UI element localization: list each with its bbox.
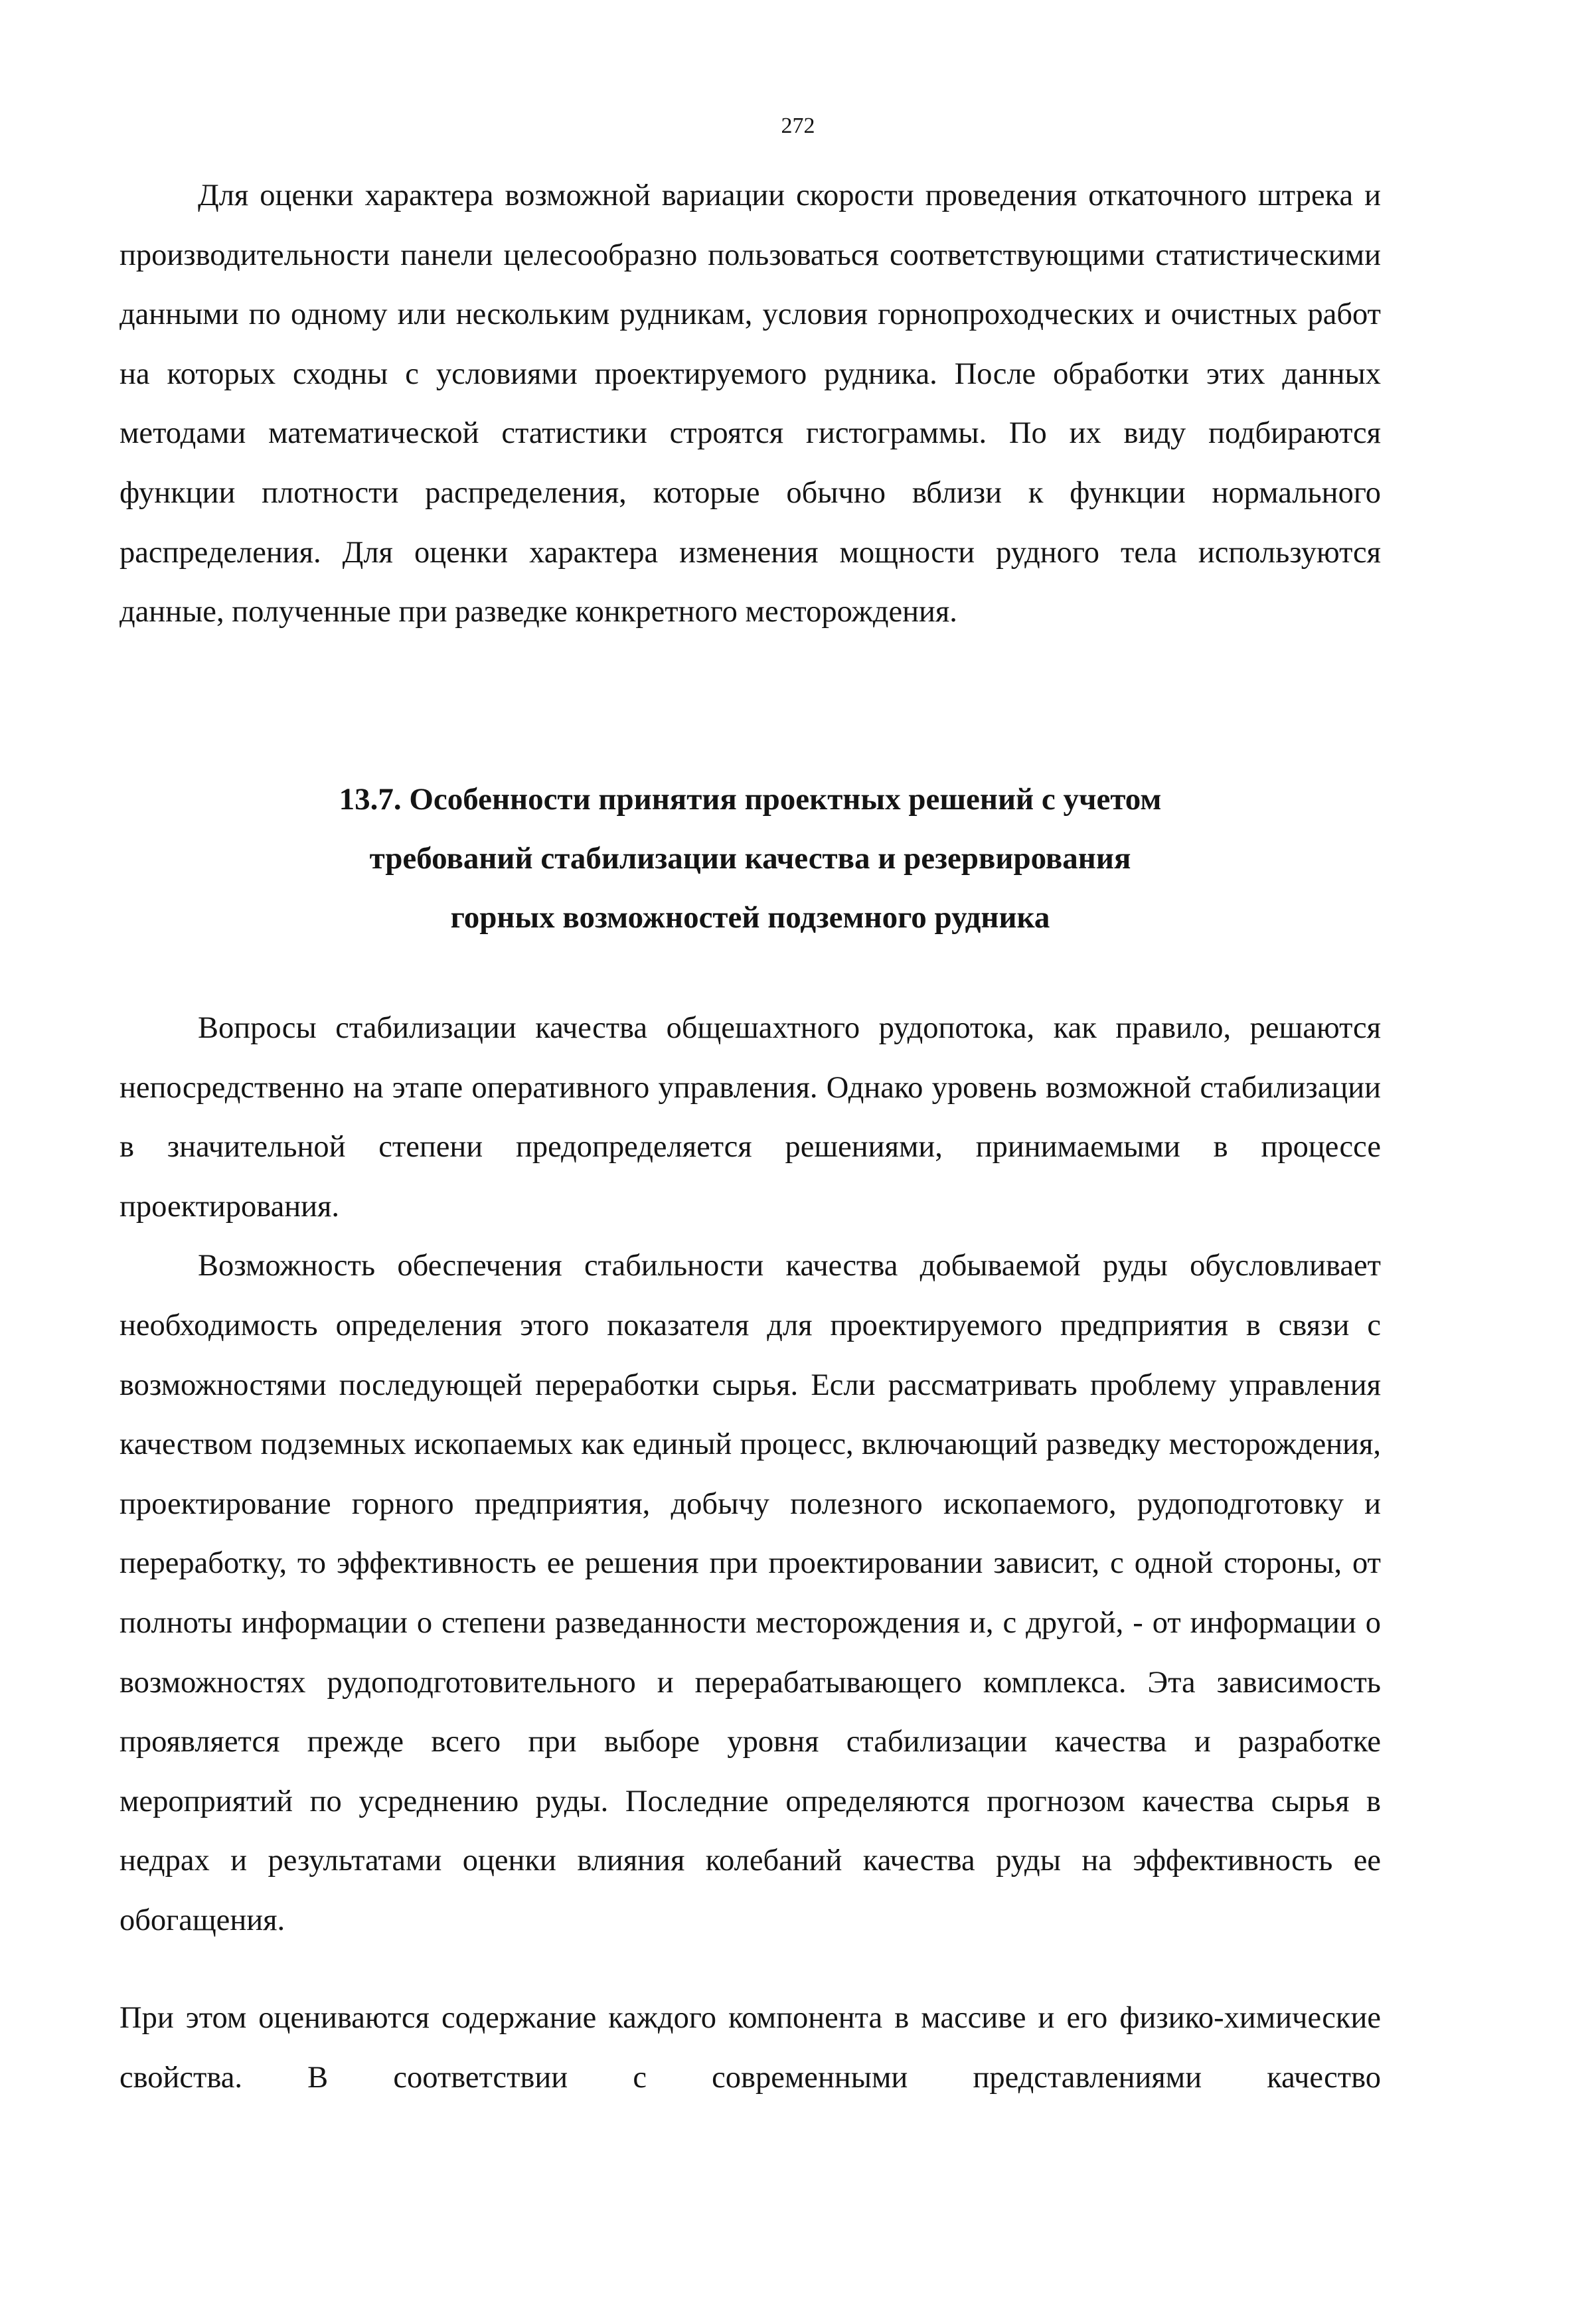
intro-text bbox=[120, 166, 1381, 642]
paragraph: При этом оцениваются содержание каждого компонента в массиве и его физико-химические свойства. В соответствии с современными представлениями качество bbox=[120, 2001, 1381, 2095]
paragraph: Вопросы стабилизации качества общешахтного рудопотока, как правило, решаются непосредственно на этапе оперативного управления. Однако уровень возможной стабилизации в значительной степени предопределяется решениями, принимаемыми в процессе проектирования. bbox=[120, 1011, 1381, 1224]
paragraph: Для оценки характера возможной вариации скорости проведения откаточного штрека и производительности панели целесообразно пользоваться соответствующими статистическими данными по одному или нескольким рудникам, условия горнопроходческих и очистных работ на которых сходны с условиями проектируемого рудника. После обработки этих данных методами математической статистики строятся гистограммы. По их виду подбираются функции плотности распределения, которые обычно вблизи к функции нормального распределения. Для оценки характера изменения мощности рудного тела используются данные, полученные при разведке конкретного месторождения. bbox=[120, 179, 1381, 629]
heading-line: 13.7. Особенности принятия проектных решений с учетом bbox=[339, 782, 1162, 817]
section-heading bbox=[120, 770, 1381, 947]
heading-line: горных возможностей подземного рудника bbox=[450, 900, 1050, 935]
paragraph: Возможность обеспечения стабильности качества добываемой руды обусловливает необходимость определения этого показателя для проектируемого предприятия в связи с возможностями последующей переработки сырья. Если рассматривать проблему управления качеством подземных ископаемых как единый процесс, включающий разведку месторождения, проектирование горного предприятия, добычу полезного ископаемого, рудоподготовку и переработку, то эффективность ее решения при проектировании зависит, с одной стороны, от полноты информации о степени разведанности месторождения и, с другой, - от информации о возможностях рудоподготовительного и перерабатывающего комплекса. Эта зависимость проявляется прежде всего при выборе уровня стабилизации качества и разработке мероприятий по усреднению руды. Последние определяются прогнозом качества сырья в недрах и результатами оценки влияния колебаний качества руды на эффективность ее обогащения. bbox=[120, 1249, 1381, 1937]
section-body bbox=[120, 999, 1381, 1951]
heading-line: требований стабилизации качества и резервирования bbox=[369, 841, 1131, 876]
final-text bbox=[120, 1988, 1381, 2107]
page-number: 272 bbox=[781, 114, 815, 138]
